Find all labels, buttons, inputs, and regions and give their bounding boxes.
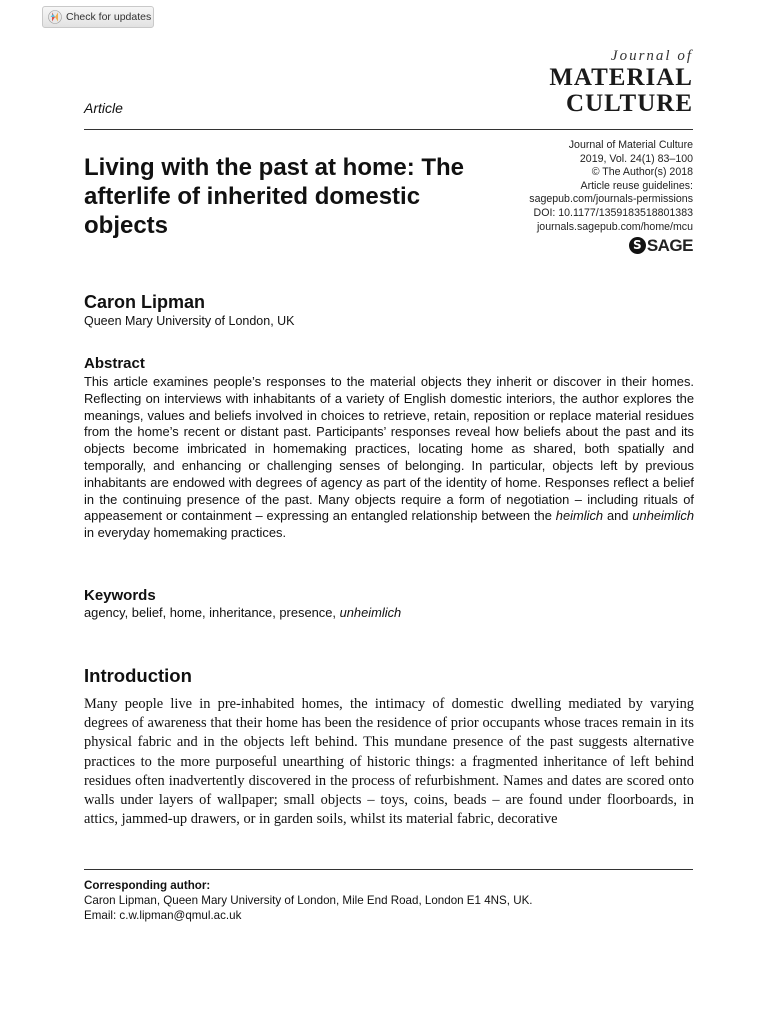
- author-affiliation: Queen Mary University of London, UK: [84, 314, 295, 328]
- meta-reuse-label: Article reuse guidelines:: [580, 179, 693, 192]
- journal-logo: [549, 48, 693, 117]
- meta-copyright: © The Author(s) 2018: [591, 166, 693, 179]
- meta-doi[interactable]: DOI: 10.1177/1359183518801383: [533, 206, 693, 219]
- keywords-list-main: agency, belief, home, inheritance, presence,: [84, 605, 340, 620]
- abstract-text-part3: in everyday homemaking practices.: [84, 525, 287, 541]
- corresponding-author: [84, 878, 533, 923]
- journal-of-text: Journal of: [610, 48, 693, 64]
- sage-wordmark: SAGE: [646, 235, 693, 255]
- footnote-divider: [84, 869, 693, 870]
- abstract-heading: Abstract: [84, 355, 145, 372]
- sage-icon: S: [629, 237, 646, 254]
- keywords-last: unheimlich: [339, 605, 402, 620]
- journal-name-line1: MATERIAL: [549, 64, 693, 91]
- meta-journal-link[interactable]: journals.sagepub.com/home/mcu: [536, 220, 693, 233]
- check-for-updates-badge[interactable]: [42, 6, 154, 28]
- header-divider: [84, 129, 693, 130]
- author-name: Caron Lipman: [84, 292, 206, 312]
- keywords-list: [84, 605, 401, 620]
- corresponding-author-label: Corresponding author:: [84, 879, 211, 892]
- article-title: Living with the past at home: The afterlife of inherited domestic objects: [84, 154, 465, 239]
- journal-name-line2: CULTURE: [566, 90, 693, 117]
- introduction-text: Many people live in pre-inhabited homes, the intimacy of domestic dwelling mediated by varying degrees of awareness that their home has been the residence of prior occupants whose traces remain in its physical fabric and in the objects left behind. This mundane presence of the past suggests alternative practices to the more purposeful unearthing of historic things: a fragmented inheritance of left behind residues often inadvertently discovered in the process of refurbishment. Names and dates are scored onto walls under layers of wallpaper; small objects – toys, coins, beads – are found under floorboards, in attics, jammed-up drawers, or in garden soils, whilst its material fabric, decorative: [84, 696, 694, 828]
- corresponding-author-email[interactable]: Email: c.w.lipman@qmul.ac.uk: [84, 909, 242, 922]
- abstract-term-heimlich: heimlich: [555, 508, 604, 524]
- meta-volume: 2019, Vol. 24(1) 83–100: [579, 152, 693, 165]
- abstract-term-unheimlich: unheimlich: [632, 508, 694, 524]
- keywords-heading: Keywords: [84, 587, 156, 604]
- meta-reuse-link[interactable]: sagepub.com/journals-permissions: [529, 193, 693, 206]
- abstract-text-part1: This article examines people’s responses to the material objects they inherit or discover in their homes. Reflecting on interviews with inhabitants of a variety of English domestic interiors, the author explores the meanings, values and beliefs involved in choices to retrieve, retain, reposition or replace material residues from the home’s recent or distant past. Participants’ responses reveal how beliefs about the past and its objects become imbricated in homemaking practices, locating home as shared, both spatially and temporally, and enhancing or challenging senses of belonging. In particular, objects left by previous inhabitants are endowed with degrees of agency as part of the identity of home. Responses reflect a belief in the continuing presence of the past. Many objects require a form of negotiation – including rituals of appeasement or containment – expressing an entangled relationship between the: [84, 374, 694, 524]
- abstract-text-part2: and: [603, 508, 633, 524]
- corresponding-author-address: Caron Lipman, Queen Mary University of London, Mile End Road, London E1 4NS, UK.: [84, 894, 533, 907]
- meta-journal: Journal of Material Culture: [568, 139, 693, 151]
- crossmark-icon: [48, 10, 62, 24]
- article-type-label: Article: [84, 100, 123, 116]
- introduction-heading: Introduction: [84, 665, 192, 686]
- abstract-text: [84, 374, 694, 542]
- check-for-updates-label: Check for updates: [66, 11, 152, 23]
